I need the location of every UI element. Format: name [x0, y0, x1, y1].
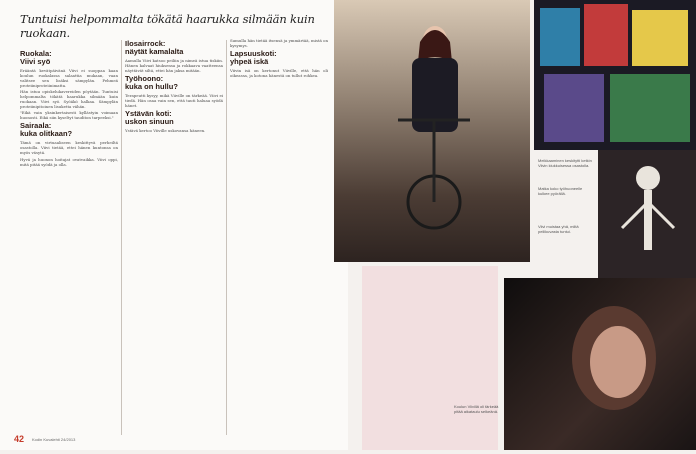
magazine-issue: Kodin Kuvalehti 24/2013	[32, 437, 76, 442]
paragraph: Hän istuu opiskelukavereiden pöytään. Tuntuisi helpommalta tökätä haarukka silmään kuin ruokaan. Viivi syö. Syöäkö halkaa. Sämpylän proteiinipitoinen lisuketta vähän.	[20, 89, 118, 110]
headline: Tuntuisi helpommalta tökätä haarukka silmään kuin ruokaan.	[20, 12, 315, 40]
paragraph: Viivin isä on kertonut Viiville, että hän oli oikeassa, ja kotona hänestä on tullut rohkea.	[230, 68, 328, 78]
section-heading: Ruokala: Viivi syö	[20, 49, 52, 66]
section-heading: Ystävän koti: uskon sinuun	[125, 109, 174, 126]
paragraph: Aamulla Viivi katsoo peiliin ja nimeä istua tiskiin. Hänen kalvaat hiuksensa ja rokkaava vaatteensa näyttävät siltä, ettei hän jaksa mitään.	[125, 58, 223, 73]
column-1	[20, 48, 118, 433]
caption-4: Koulun Viivillä oli tärkeää pitää aikataulu selkeänä.	[454, 404, 499, 415]
page-number: 42	[14, 434, 25, 444]
pink-background-tile	[362, 266, 498, 450]
portrait-photo	[504, 278, 696, 450]
paragraph: Terapeutti kysyy, mikä Viiville on tärkeää. Viivi ei tiedä. Hän osaa vain sen, että tauti haluaa syödä hänet.	[125, 93, 223, 108]
column-2	[125, 38, 223, 435]
bicycle	[378, 110, 490, 230]
section-heading: Työhoono: kuka on hullu?	[125, 74, 178, 91]
column-3	[230, 38, 328, 435]
paragraph: "Eikä vain yksinkertaisesti kyllästyin voimaan huonosti. Eikä siin kyseltyt tauditon tarpeeksi."	[20, 110, 118, 121]
section-heading: Lapsuuskoti: yhpeä iskä	[230, 49, 277, 66]
paragraph: Erääntä kevätpäivänä Viivi ei suoppaa kaan koulun ruokalassa salaattia mukaan, vaan valitsee sen lisäksi sämpylän. Pehmeä proteiiniproteiinimatta.	[20, 68, 118, 88]
paragraph: Ystävä kertoo Viiville uskovansa häneen.	[125, 128, 206, 133]
comic-art-photo	[534, 0, 696, 150]
caption-2: Matka koko työhuoneelle kulkee pyörällä.	[538, 186, 583, 197]
caption-1: Meikkaaminen keskitytti ketkin Viivin kiukkuisessa osastolla.	[538, 158, 592, 169]
paragraph: Hyvä ja huonon hoitajat ovatvaikka. Viivi oppi, mitä pitää syödä ja olla.	[20, 156, 118, 167]
column-rule	[121, 40, 122, 435]
paragraph: Sumulla hän tietää itsensä ja ymmärtää, mistä on kysymys.	[230, 38, 328, 48]
column-rule	[226, 40, 227, 435]
section-heading: Ilosairrock: näytät kamalalta	[125, 39, 184, 56]
skeleton-photo	[598, 150, 696, 278]
paragraph: Tämä on virtuaaliseen keskittyvä perheiltä osastolla. Viivi tietää, ettei hänen kuntonsa on myös väsytä.	[20, 140, 118, 156]
caption-3: Viivi muistaa yhä, miltä peilikuvasta tuntui.	[538, 224, 579, 235]
section-heading: Sairaala: kuka olitkaan?	[20, 121, 73, 139]
